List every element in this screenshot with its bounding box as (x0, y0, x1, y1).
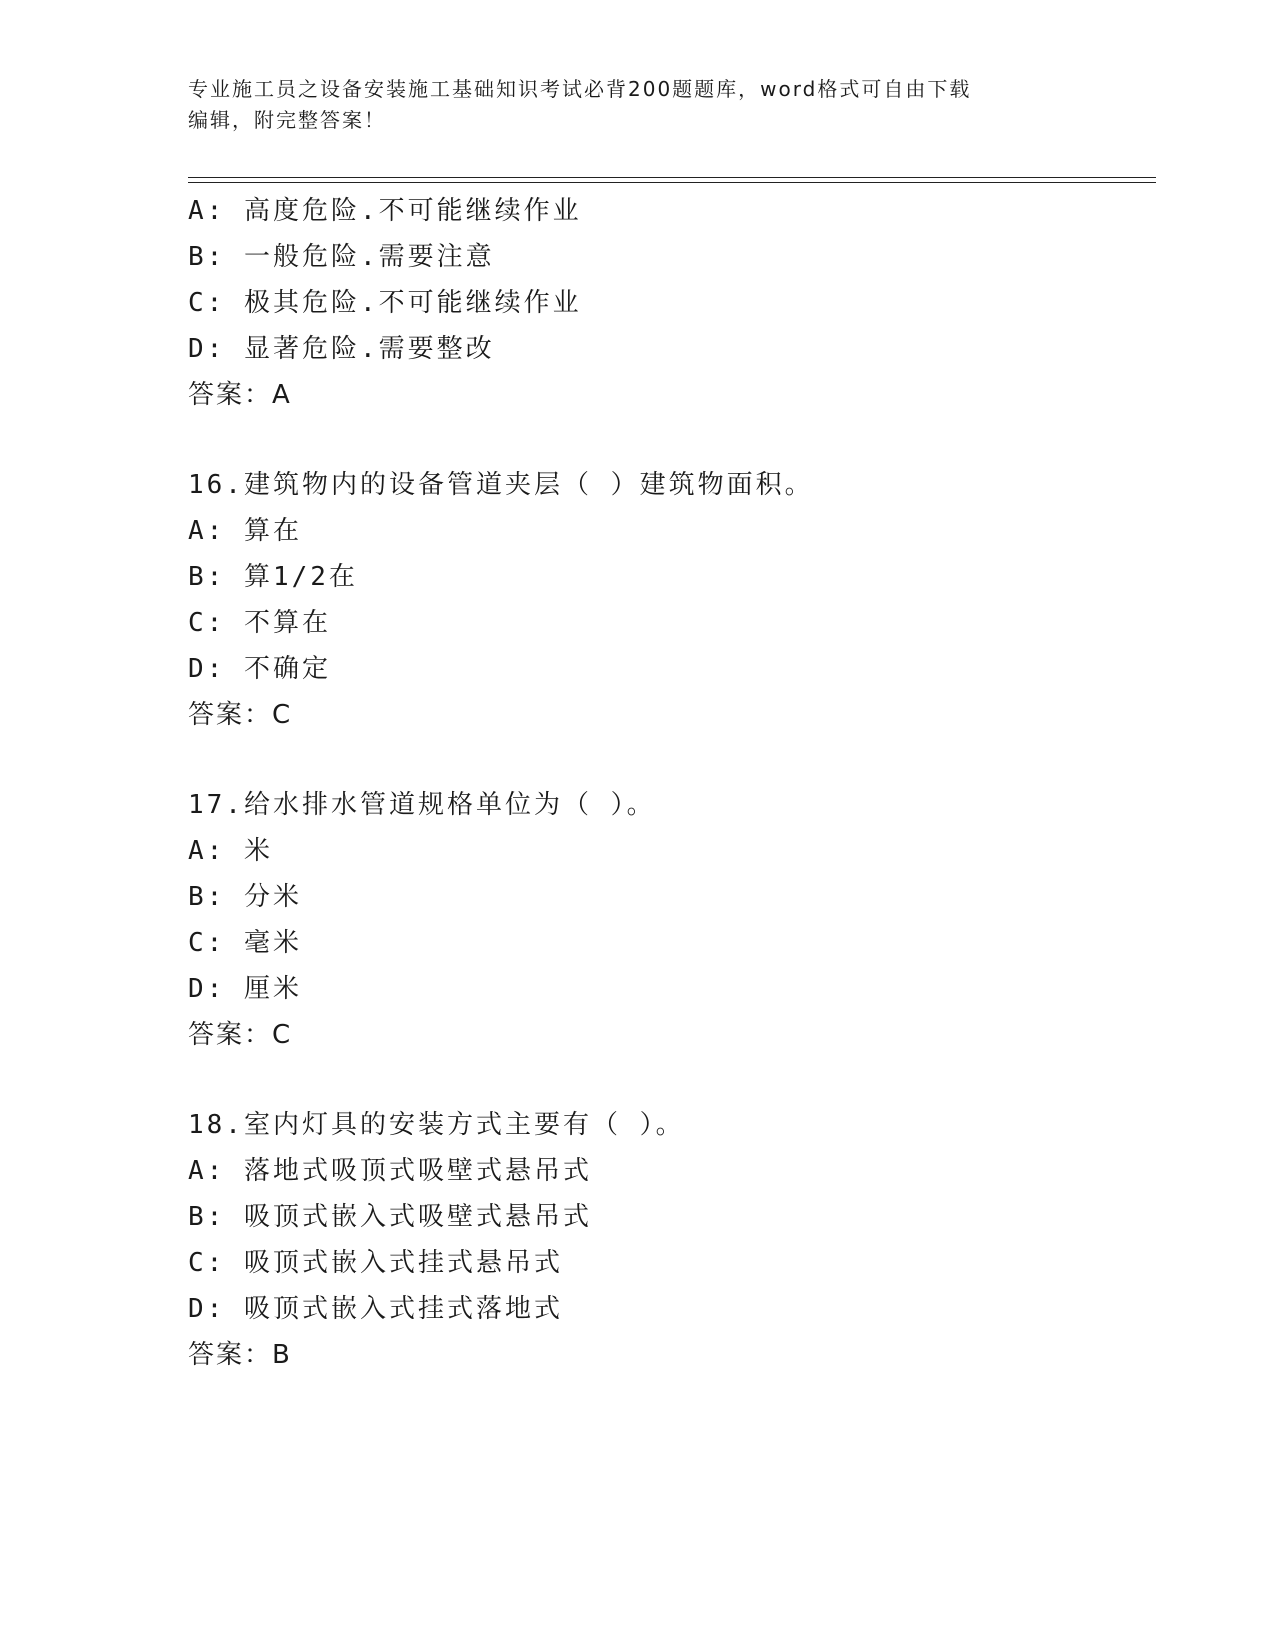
question-16 (188, 462, 1148, 738)
question-spacer (188, 418, 1148, 462)
option-b: B: 一般危险.需要注意 (188, 242, 495, 272)
option-a: A: 落地式吸顶式吸壁式悬吊式 (188, 1156, 592, 1186)
question-stem: 17.给水排水管道规格单位为（ ）。 (188, 790, 656, 820)
option-d: D: 显著危险.需要整改 (188, 334, 495, 364)
option-a: A: 米 (188, 836, 273, 866)
option-c: C: 极其危险.不可能继续作业 (188, 288, 582, 318)
question-18 (188, 1102, 1148, 1378)
option-b: B: 分米 (188, 882, 302, 912)
question-spacer (188, 738, 1148, 782)
option-a: A: 算在 (188, 516, 302, 546)
question-list (188, 188, 1148, 1378)
header-line-2: 编辑，附完整答案！ (188, 108, 386, 132)
header-line-1: 专业施工员之设备安装施工基础知识考试必背200题题库，word格式可自由下载 (188, 77, 972, 101)
option-b: B: 吸顶式嵌入式吸壁式悬吊式 (188, 1202, 592, 1232)
header-divider-top (188, 177, 1156, 178)
question-stem: 16.建筑物内的设备管道夹层（ ）建筑物面积。 (188, 470, 814, 500)
question-17 (188, 782, 1148, 1058)
option-d: D: 不确定 (188, 654, 331, 684)
option-a: A: 高度危险.不可能继续作业 (188, 196, 582, 226)
option-d: D: 厘米 (188, 974, 302, 1004)
header-divider-bottom (188, 182, 1156, 183)
question-15 (188, 188, 1148, 418)
option-b: B: 算1/2在 (188, 562, 358, 592)
answer-line: 答案：B (188, 1340, 292, 1370)
answer-line: 答案：C (188, 700, 293, 730)
answer-line: 答案：C (188, 1020, 293, 1050)
document-header (188, 74, 1088, 136)
option-c: C: 吸顶式嵌入式挂式悬吊式 (188, 1248, 563, 1278)
option-d: D: 吸顶式嵌入式挂式落地式 (188, 1294, 563, 1324)
option-c: C: 毫米 (188, 928, 302, 958)
option-c: C: 不算在 (188, 608, 331, 638)
question-stem: 18.室内灯具的安装方式主要有（ ）。 (188, 1110, 685, 1140)
question-spacer (188, 1058, 1148, 1102)
answer-line: 答案：A (188, 380, 292, 410)
